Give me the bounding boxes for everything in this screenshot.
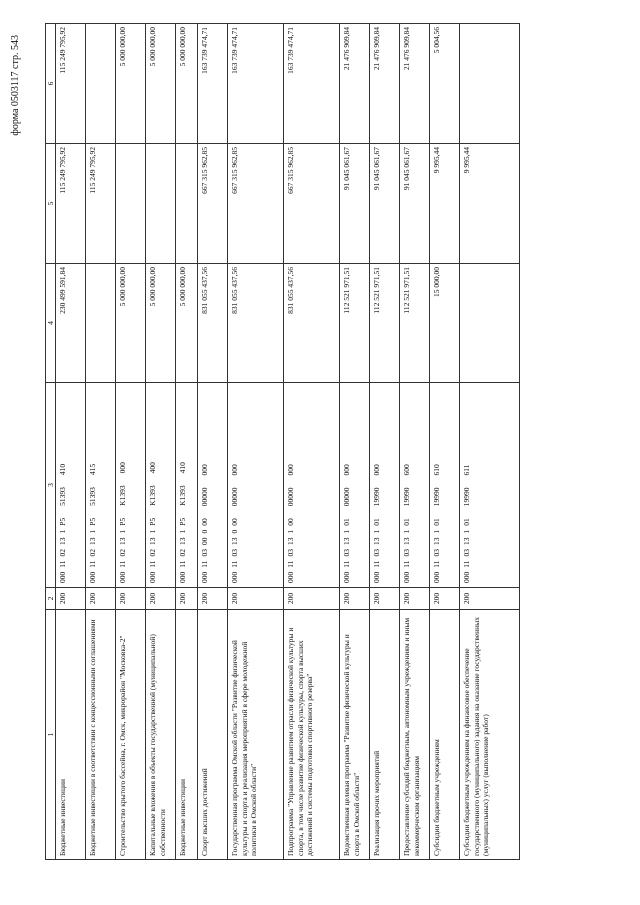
code-segment: 1 [462,529,472,534]
code-segment: 00000 [230,487,240,507]
table-row [430,24,460,860]
code-segment: K1393 [118,485,128,506]
row-code-cell: 200 [284,588,340,610]
column-header: 5 [46,144,56,264]
code-segment: 400 [148,462,158,474]
code-segment: 13 [118,537,128,546]
code-segment: 00000 [286,487,296,507]
code-segment: 000 [118,571,128,583]
column-header: 2 [46,588,56,610]
code-segment: 000 [286,571,296,583]
amount-col4-cell: 112 521 971,51 [400,264,430,383]
code-segment: 611 [462,464,472,476]
classification-code-cell [198,383,228,588]
code-segment: 11 [432,560,442,568]
code-segment: P5 [58,517,68,526]
amount-col6-cell: 5 000 000,00 [176,24,198,144]
form-page-label: форма 0503117 стр. 543 [10,35,21,136]
amount-col4-cell [86,264,116,383]
code-segment: P5 [118,517,128,526]
row-code-cell: 200 [146,588,176,610]
code-segment: P5 [148,517,158,526]
code-segment: 00000 [200,487,210,507]
amount-col4-cell: 831 055 437,56 [284,264,340,383]
code-segment: 01 [402,518,412,526]
table-row [400,24,430,860]
row-name-cell: Бюджетные инвестиции [56,610,86,860]
code-segment: 000 [342,464,352,476]
code-segment: 0 [230,529,240,534]
amount-col6-cell: 21 476 909,84 [340,24,370,144]
row-name-cell: Строительство крытого бассейна, г. Омск, микрорайон "Московка-2" [116,610,146,860]
table-row [86,24,116,860]
code-segment: 01 [462,518,472,526]
amount-col4-cell: 230 499 591,84 [56,264,86,383]
code-segment: 13 [178,537,188,546]
code-segment: 00 [286,518,296,526]
classification-code-cell [284,383,340,588]
amount-col5-cell: 667 315 962,85 [284,144,340,264]
code-segment: 000 [88,571,98,583]
classification-code-cell [86,383,116,588]
row-code-cell: 200 [370,588,400,610]
column-header: 4 [46,264,56,383]
code-segment: 03 [372,549,382,557]
code-segment: 11 [402,560,412,568]
code-segment: 1 [58,529,68,534]
row-name-cell: Бюджетные инвестиции [176,610,198,860]
code-segment: 13 [342,537,352,546]
code-segment: 1 [148,529,158,534]
column-header: 3 [46,383,56,588]
code-segment: 000 [58,571,68,583]
code-segment: 13 [58,537,68,546]
code-segment: 11 [148,560,158,568]
code-segment: 19990 [372,487,382,507]
amount-col5-cell: 9 995,44 [430,144,460,264]
table-row [340,24,370,860]
code-segment: 19990 [432,487,442,507]
table-row [198,24,228,860]
amount-col6-cell: 5 004,56 [430,24,460,144]
code-segment: 1 [402,529,412,534]
code-segment: 000 [148,571,158,583]
code-segment: 13 [148,537,158,546]
code-segment: 03 [462,549,472,557]
table-row [176,24,198,860]
classification-code-cell [228,383,284,588]
classification-code-cell [430,383,460,588]
row-name-cell: Спорт высших достижений [198,610,228,860]
table-row [116,24,146,860]
amount-col6-cell [460,24,520,144]
code-segment: 03 [402,549,412,557]
code-segment: 610 [432,464,442,476]
amount-col4-cell: 15 000,00 [430,264,460,383]
amount-col6-cell: 5 000 000,00 [116,24,146,144]
amount-col4-cell: 831 055 437,56 [198,264,228,383]
amount-col5-cell [116,144,146,264]
amount-col5-cell: 115 249 795,92 [56,144,86,264]
code-segment: 03 [200,549,210,557]
amount-col6-cell: 115 249 795,92 [56,24,86,144]
row-name-cell: Предоставление субсидий бюджетным, автономным учреждениям и иным некоммерческим организациям [400,610,430,860]
code-segment: 1 [286,529,296,534]
code-segment: 02 [58,549,68,557]
code-segment: 000 [286,464,296,476]
amount-col5-cell [176,144,198,264]
amount-col4-cell: 5 000 000,00 [176,264,198,383]
code-segment: 02 [118,549,128,557]
code-segment: 11 [200,560,210,568]
code-segment: 600 [402,464,412,476]
code-segment: 11 [178,560,188,568]
row-name-cell: Субсидии бюджетным учреждениям [430,610,460,860]
code-segment: 11 [286,560,296,568]
code-segment: 51393 [58,487,68,506]
code-segment: 03 [230,549,240,557]
code-segment: 415 [88,463,98,476]
budget-execution-table [45,23,520,860]
code-segment: P5 [178,517,188,526]
row-code-cell: 200 [176,588,198,610]
row-name-cell: Ведомственная целевая программа "Развитие физической культуры и спорта в Омской области" [340,610,370,860]
amount-col4-cell: 5 000 000,00 [146,264,176,383]
code-segment: 00 [200,537,210,546]
code-segment: 13 [372,537,382,546]
code-segment: P5 [88,517,98,526]
code-segment: 410 [58,463,68,476]
code-segment: 000 [118,462,128,474]
row-name-cell: Капитальные вложения в объекты государственной (муниципальной) собственности [146,610,176,860]
amount-col6-cell: 21 476 909,84 [370,24,400,144]
classification-code-cell [116,383,146,588]
code-segment: 11 [58,560,68,568]
code-segment: 11 [230,560,240,568]
code-segment: 000 [372,464,382,476]
amount-col6-cell: 5 000 000,00 [146,24,176,144]
code-segment: 000 [200,464,210,476]
row-name-cell: Бюджетные инвестиции в соответствии с концессионными соглашениями [86,610,116,860]
code-segment: 00 [230,518,240,526]
column-header: 6 [46,24,56,144]
code-segment: 01 [432,518,442,526]
amount-col4-cell: 5 000 000,00 [116,264,146,383]
table-row [460,24,520,860]
amount-col6-cell: 163 739 474,71 [228,24,284,144]
amount-col5-cell: 115 249 795,92 [86,144,116,264]
classification-code-cell [400,383,430,588]
classification-code-cell [146,383,176,588]
row-name-cell: Субсидии бюджетным учреждениям на финансовое обеспечение государственного (муниципального) задания на оказание государственных (муниципальных) услуг (выполнение работ) [460,610,520,860]
row-code-cell: 200 [460,588,520,610]
row-name-cell: Государственная программа Омской области "Развитие физической культуры и спорта и реализация мероприятий в сфере молодежной политики в Омской области" [228,610,284,860]
classification-code-cell [460,383,520,588]
code-segment: 410 [178,462,188,474]
code-segment: 000 [178,571,188,583]
amount-col5-cell: 91 045 061,67 [370,144,400,264]
table-row [228,24,284,860]
code-segment: 11 [462,560,472,568]
code-segment: 0 [200,529,210,534]
code-segment: 000 [230,464,240,476]
code-segment: 1 [372,529,382,534]
row-code-cell: 200 [430,588,460,610]
code-segment: 03 [432,549,442,557]
row-name-cell: Подпрограмма "Управление развитием отрасли физической культуры и спорта, в том числе развитие физической культуры, спорта высших достижений и системы подготовки спортивного резерва" [284,610,340,860]
code-segment: 19990 [462,487,472,507]
code-segment: 1 [88,529,98,534]
table-row [146,24,176,860]
code-segment: 13 [286,537,296,546]
code-segment: 02 [148,549,158,557]
code-segment: 1 [178,529,188,534]
table-row [56,24,86,860]
code-segment: 1 [432,529,442,534]
amount-col4-cell: 112 521 971,51 [340,264,370,383]
row-code-cell: 200 [116,588,146,610]
code-segment: 11 [118,560,128,568]
code-segment: 11 [372,560,382,568]
code-segment: 000 [342,571,352,583]
code-segment: 11 [342,560,352,568]
amount-col6-cell [86,24,116,144]
code-segment: 51393 [88,487,98,506]
code-segment: 13 [462,537,472,546]
row-code-cell: 200 [228,588,284,610]
code-segment: 11 [88,560,98,568]
code-segment: 000 [462,571,472,583]
amount-col5-cell: 91 045 061,67 [340,144,370,264]
amount-col6-cell: 163 739 474,71 [284,24,340,144]
code-segment: 13 [230,537,240,546]
amount-col5-cell: 667 315 962,85 [228,144,284,264]
code-segment: 13 [432,537,442,546]
code-segment: 02 [178,549,188,557]
column-header: 1 [46,610,56,860]
classification-code-cell [370,383,400,588]
code-segment: 000 [402,571,412,583]
code-segment: K1393 [148,485,158,506]
amount-col4-cell: 112 521 971,51 [370,264,400,383]
code-segment: 00000 [342,487,352,507]
code-segment: 13 [88,537,98,546]
amount-col6-cell: 21 476 909,84 [400,24,430,144]
code-segment: 01 [372,518,382,526]
code-segment: 01 [342,518,352,526]
code-segment: 000 [230,571,240,583]
amount-col5-cell: 91 045 061,67 [400,144,430,264]
amount-col4-cell [460,264,520,383]
amount-col4-cell: 831 055 437,56 [228,264,284,383]
code-segment: 000 [200,571,210,583]
code-segment: 02 [88,549,98,557]
classification-code-cell [176,383,198,588]
amount-col6-cell: 163 739 474,71 [198,24,228,144]
code-segment: 13 [402,537,412,546]
row-name-cell: Реализация прочих мероприятий [370,610,400,860]
amount-col5-cell: 667 315 962,85 [198,144,228,264]
row-code-cell: 200 [86,588,116,610]
code-segment: 19990 [402,487,412,507]
code-segment: 000 [432,571,442,583]
row-code-cell: 200 [400,588,430,610]
table-row [284,24,340,860]
row-code-cell: 200 [56,588,86,610]
code-segment: 000 [372,571,382,583]
code-segment: 1 [118,529,128,534]
code-segment: 03 [286,549,296,557]
amount-col5-cell [146,144,176,264]
table-row [370,24,400,860]
table-header-row [46,24,56,860]
row-code-cell: 200 [340,588,370,610]
classification-code-cell [340,383,370,588]
row-code-cell: 200 [198,588,228,610]
code-segment: K1393 [178,485,188,506]
amount-col5-cell: 9 995,44 [460,144,520,264]
code-segment: 03 [342,549,352,557]
code-segment: 00 [200,518,210,526]
code-segment: 1 [342,529,352,534]
classification-code-cell [56,383,86,588]
